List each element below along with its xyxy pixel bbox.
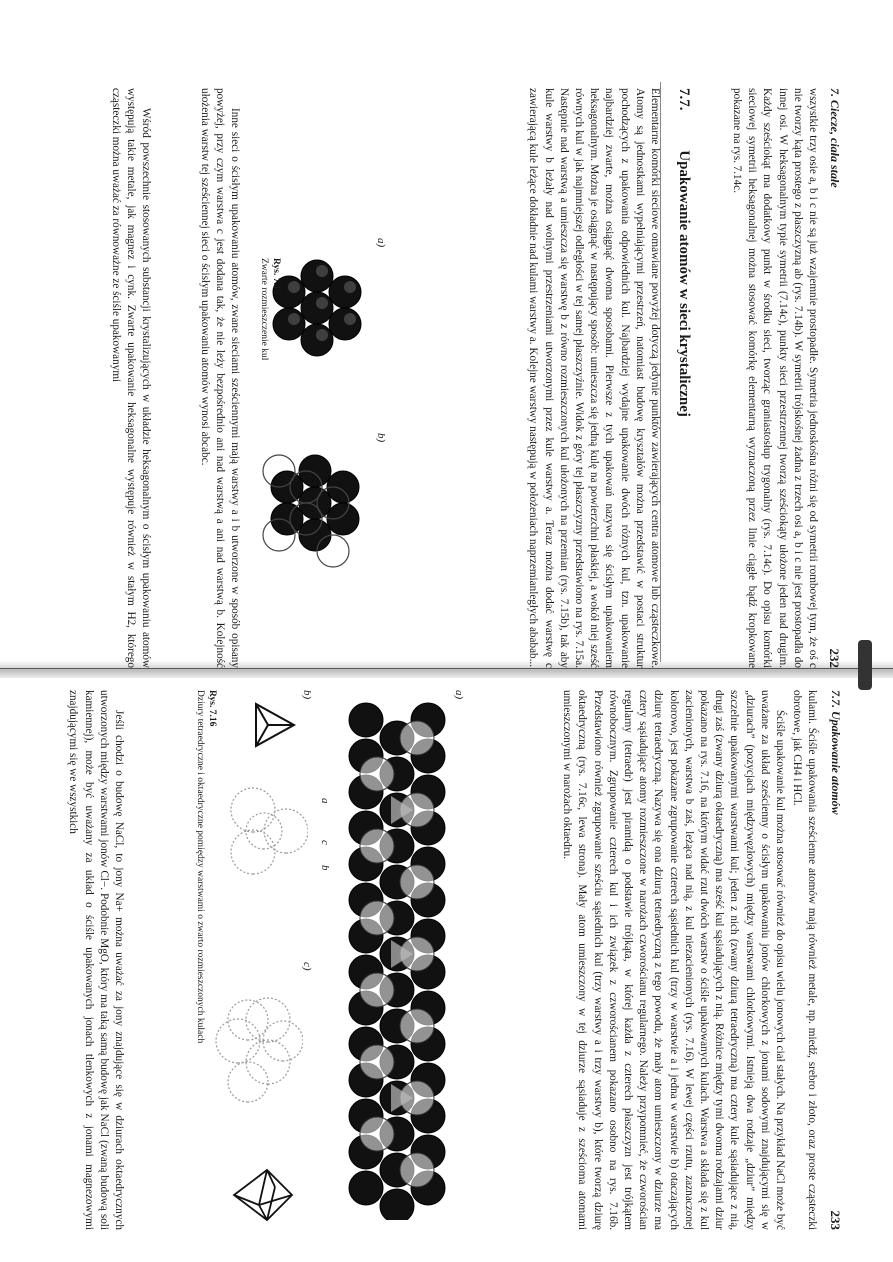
figure-caption-7-16 [194,690,218,1110]
page-232 [162,88,842,668]
running-header-233 [819,690,843,1230]
figure-7-16c-spheres [213,990,303,1120]
figure-small-label-b: b [319,865,331,871]
figure-label-a: a) [375,238,387,248]
figure-label-16b: b) [301,690,313,700]
section-number: 7.7. [676,88,692,111]
paragraph-last: Wśród powszechnie stosowanych substancji krystalizujących w układzie heksagonalnym o ścisłym upakowaniu atomów występują takie metale, jak magnez i cynk. Zwarte upakowanie heksagonalne występuje również w stałym H2, którego cząsteczki można uważać za równoważne ze ściśle upakowanymi [109,88,152,668]
paragraph-other: Inne sieci o ścisłym upakowaniu atomów, zwane sieciami sześciennymi mają warstwy a i b utworzone w sposób opisany powyżej, przy czym warstwa c jest dodana tak, że nie leży bezpośrednio ani nad warstwą a ani nad warstwą b. Kolejność ułożenia warstw tej sześciennej sieci o ścisłym upakowaniu atomów wynosi abcabc. [198,88,241,668]
section-heading [675,88,692,417]
paragraph-intro: wszystkie trzy osie a, b i c nie są już wzajemnie prostopadłe. Symetria jednoskośna różni się od symetrii rombowej tym, że oś c nie tworzy kąta prostego z płaszczyzną ab (rys. 7.14b). W symetrii trójskośnej żadna z trzech osi a, b i c nie jest prostopadła do innej osi. W heksagonalnym typie symetrii (7.14c), punkty sieci przestrzennej tworzą sześciokąty ułożone jeden nad drugim. Każdy sześciokąt ma dodatkowy punkt w środku sieci, tworząc graniastosłup trygonalny (rys. 7.14c). Do opisu komórki sieciowej symetrii heksagonalnej można stosować komórkę elementarną wyznaczoną przez linie ciągłe bądź kropkowane pokazane na rys. 7.14c. [730,88,819,668]
figure-label-16c: c) [301,962,313,971]
figure-caption-7-15 [258,258,282,458]
figure-7-16a [333,700,453,1220]
running-header [818,88,842,668]
figure-small-label-c: c [319,840,331,845]
running-head-233: 7.7. Upakowanie atomów [829,690,843,815]
paragraph-main: Elementarne komórki sieciowe omawiane powyżej dotyczą jedynie punktów zawierających centra atomowe lub cząsteczkowe. Atomy są jednostkami wypełniającymi przestrzeń, natomiast budowę kryształów można przedstawić w postaci struktur pochodzących z upakowania odpowiednich kul. Najbardziej wydajne upakowanie dwóch różnych kul, tzn. upakowanie najbardziej zwarte, można osiągnąć dwoma sposobami. Pierwsze z tych upakowań nazywa się ścisłym upakowaniem heksagonalnym. Można je osiągnąć w następujący sposób: umieszcza się jedną kulę na powierzchni płaskiej, a wokół niej sześć równych kul w jak najmniejszej odległości w tej samej płaszczyźnie. Widok z góry tej płaszczyzny przedstawiono na rys. 7.15a. Następnie nad warstwą a umieszcza się warstwę b z równo rozmieszczonych kul ułożonych na przemian (rys. 7.15b), tak aby kule warstwy b leżały nad wolnymi przestrzeniami utworzonymi przez kule warstwy a. Teraz można dodać warstwę c zawierającą kule leżące dokładnie nad kulami warstwy a. Kolejne warstwy następują w położeniach naprzemianległych ababab... [527,88,661,668]
paragraph-3: Jeśli chodzi o budowę NaCl, to jony Na+ można uważać za jony znajdujące się w dziurach oktaedrycznych utworzonych między warstwami jonów Cl−. Podobnie MgO, który ma taką samą budowę jak NaCl (zwaną budową soli kamiennej), może być uważany za układ o ściśle upakowanych jonach tlenkowych z jonami magnezowymi znajdującymi się we wszystkich [67,690,125,1230]
figure-label-16a: a) [453,690,465,700]
page-number: 232 [827,648,842,668]
caption-title: Rys. 7.15 [271,258,281,295]
running-head: 7. Ciecze, ciała stałe [828,88,842,188]
page-number-233: 233 [828,1210,843,1230]
page-edge-line [0,668,893,669]
paragraph-1: kulami. Ściśle upakowania sześcienne atomów mają również metale, np. miedź, srebro i złoto, oraz proste cząsteczki obrotowe, jak CH4 i HCl. [790,690,818,1230]
figure-7-16b-spheres [218,780,308,890]
paragraph-2: Ściśle upakowanie kul można stosować również do opisu wielu jonowych ciał stałych. Na przykład NaCl może być uważane za układ sześcienny o ścisłym upakowaniu jonów chlorkowych z jonami sodowymi znajdującymi się w „dziurach” (pozycjach międzywęzłowych) między warstwami chlorkowymi. Istnieją dwa rodzaje „dziur” między szczelnie upakowanymi warstwami kul; jeden z nich (zwany dziurą tetraedryczną) ma cztery kule sąsiadujące z nią, drugi zaś (zwany dziurą oktaedryczną) ma sześć kul sąsiadujących z nią. Różnice między tymi dwoma rodzajami dziur pokazano na rys. 7.16, na którym widać rzut dwóch warstw o ściśle upakowanych kulach. Warstwa a składa się z kul zacienionych, warstwa b zaś, leżąca nad nią, z kul niezacienionych (rys. 7.16). W lewej części rzutu, zaznaczonej kolorowo, jest pokazane zgrupowanie czterech sąsiednich kul (trzy w warstwie a i jedna w warstwie b) otaczających dziurę tetraedryczną. Nazywa się ona dziurą tetraedryczną z tego powodu, że mały atom umieszczony w dziurze ma cztery sąsiadujące atomy rozmieszczone w narożach czworościanu regularnego. Należy przypomnieć, że czworościan regularny (tetraedr) jest piramidą o podstawie trójkąta, w której każda z czterech płaszczyzn jest trójkątem równobocznym. Zgrupowanie czterech kul i ich związek z czworościanem pokazano osobno na rys. 7.16b. Przedstawiono również zgrupowanie sześciu sąsiednich kul (trzy warstwy a i trzy warstwy b), które tworzą dziurę oktaedryczną (rys. 7.16c, lewa strona). Mały atom umieszczony w tej dziurze sąsiaduje z sześcioma atomami umieszczonymi w narożach oktaedru. [561,690,786,1230]
caption-title-16: Rys. 7.16 [207,690,217,727]
caption-text-16: Dziury tetraedryczne i oktaedryczne pomiędzy warstwami o zwarto rozmieszczonych kulach [195,690,205,1044]
section-title: Upakowanie atomów w sieci krystalicznej [676,150,692,417]
page-233 [183,690,843,1230]
figure-7-16b-tetrahedron [250,700,298,750]
figure-small-label-a: a [319,798,331,804]
caption-text: Zwarte rozmieszczenie kul [259,258,269,361]
figure-label-b: b) [375,433,387,443]
figure-7-16c-octahedron [231,1165,295,1225]
binding-shadow [858,640,872,690]
